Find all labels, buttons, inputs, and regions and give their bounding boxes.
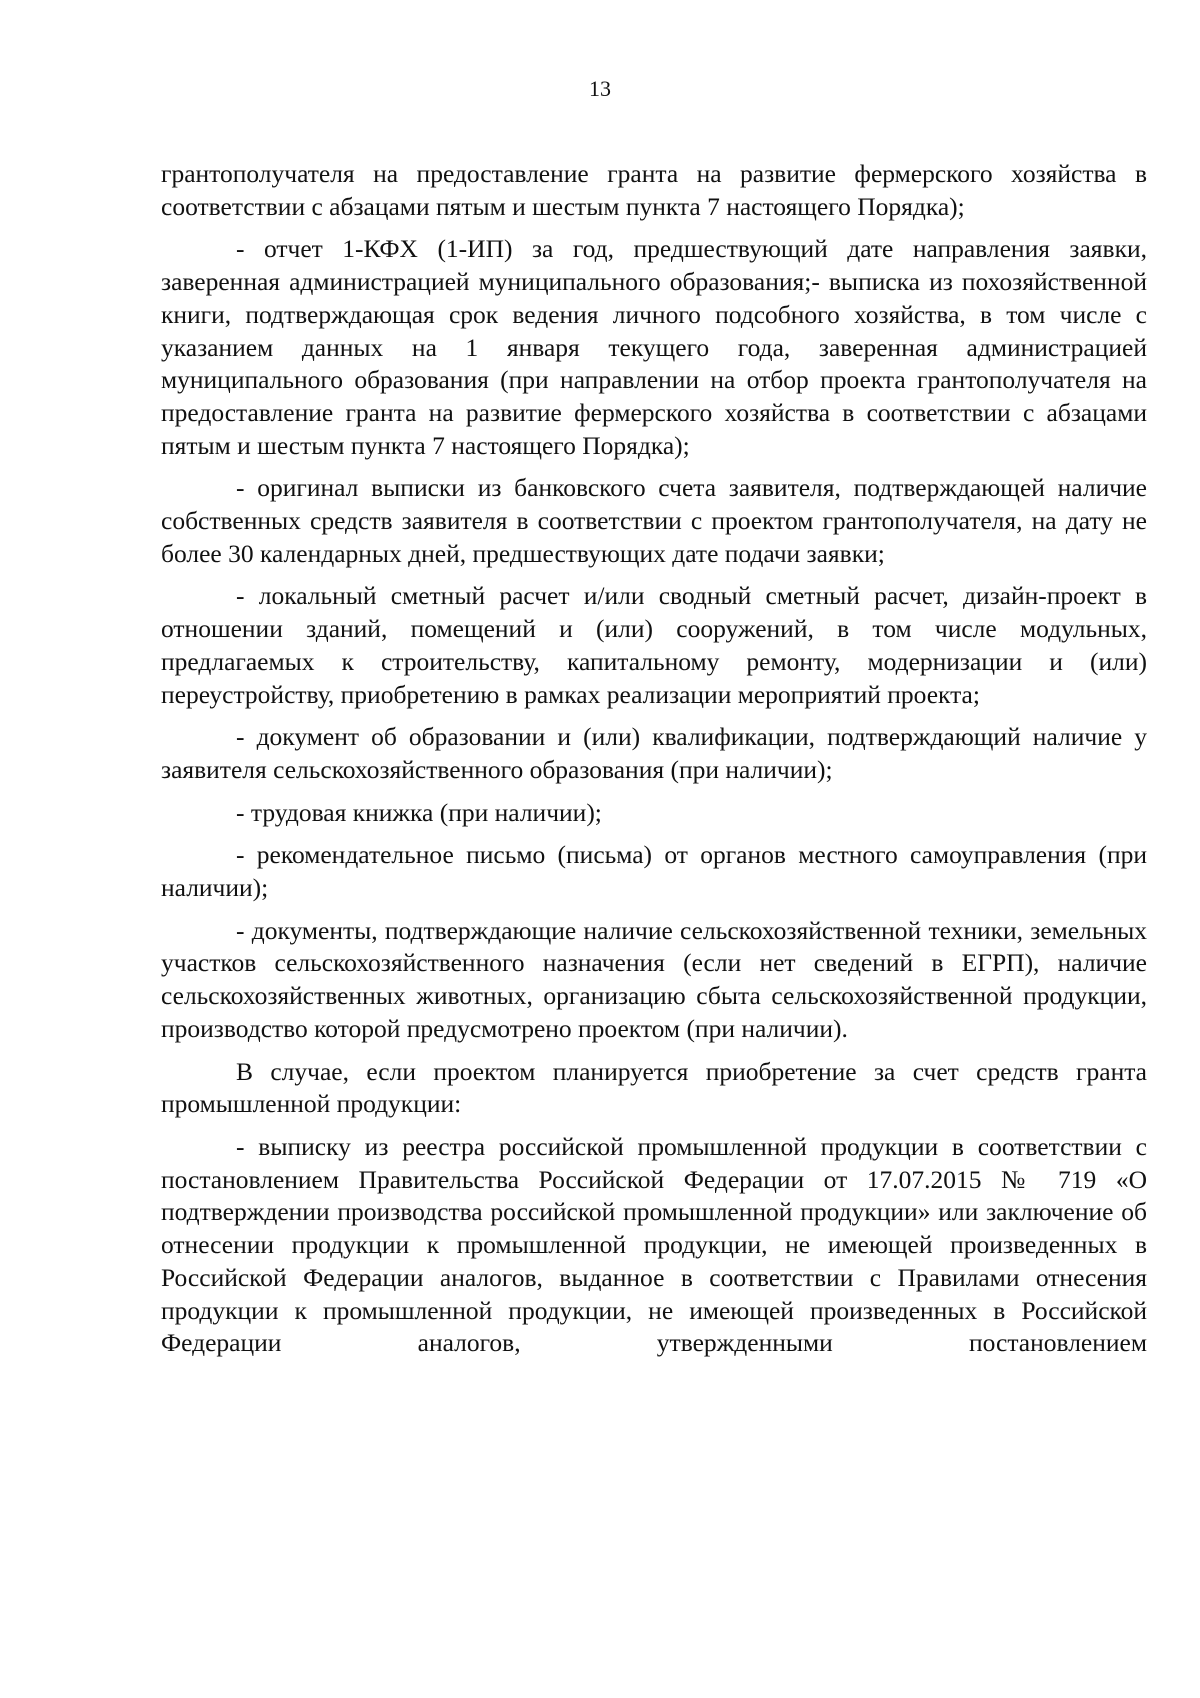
paragraph-recommendation: - рекомендательное письмо (письма) от органов местного самоуправления (при наличии); [161,840,1147,903]
paragraph-report-kfh: - отчет 1-КФХ (1-ИП) за год, предшествующий дате направления заявки, заверенная администрацией муниципального образования;- выписка из похозяйственной книги, подтверждающая срок ведения личного подсобного хозяйства, в том числе с указанием данных на 1 января текущего года, заверенная администрацией муниципального образования (при направлении на отбор проекта грантополучателя на предоставление гранта на развитие фермерского хозяйства в соответствии с абзацами пятым и шестым пункта 7 настоящего Порядка); [161,234,1147,460]
paragraph-continuation: грантополучателя на предоставление гранта на развитие фермерского хозяйства в соответствии с абзацами пятым и шестым пункта 7 настоящего Порядка); [161,159,1147,221]
page-number: 13 [589,76,611,101]
paragraph-bank-statement: - оригинал выписки из банковского счета заявителя, подтверждающей наличие собственных средств заявителя в соответствии с проектом грантополучателя, на дату не более 30 календарных дней, предшествующих дате подачи заявки; [161,473,1147,568]
paragraph-estimate: - локальный сметный расчет и/или сводный сметный расчет, дизайн-проект в отношении зданий, помещений и (или) сооружений, в том числе модульных, предлагаемых к строительству, капитальному ремонту, модернизации и (или) переустройству, приобретению в рамках реализации мероприятий проекта; [161,581,1147,709]
paragraph-employment-record: - трудовая книжка (при наличии); [236,797,602,827]
paragraph-education: - документ об образовании и (или) квалификации, подтверждающий наличие у заявителя сельскохозяйственного образования (при наличии); [161,722,1147,784]
paragraph-industrial-products: В случае, если проектом планируется приобретение за счет средств гранта промышленной продукции: [161,1056,1147,1119]
paragraph-agricultural-assets: - документы, подтверждающие наличие сельскохозяйственной техники, земельных участков сельскохозяйственного назначения (если нет сведений в ЕГРП), наличие сельскохозяйственных животных, организацию сбыта сельскохозяйственной продукции, производство которой предусмотрено проектом (при наличии). [161,915,1147,1043]
paragraph-registry-extract: - выписку из реестра российской промышленной продукции в соответствии с постановлением Правительства Российской Федерации от 17.07.2015 № 719 «О подтверждении производства российской промышленной продукции» или заключение об отнесении продукции к промышленной продукции, не имеющей произведенных в Российской Федерации аналогов, выданное в соответствии с Правилами отнесения продукции к промышленной продукции, не имеющей произведенных в Российской Федерации аналогов, утвержденными постановлением [161,1131,1147,1358]
document-body [161,158,1147,1360]
